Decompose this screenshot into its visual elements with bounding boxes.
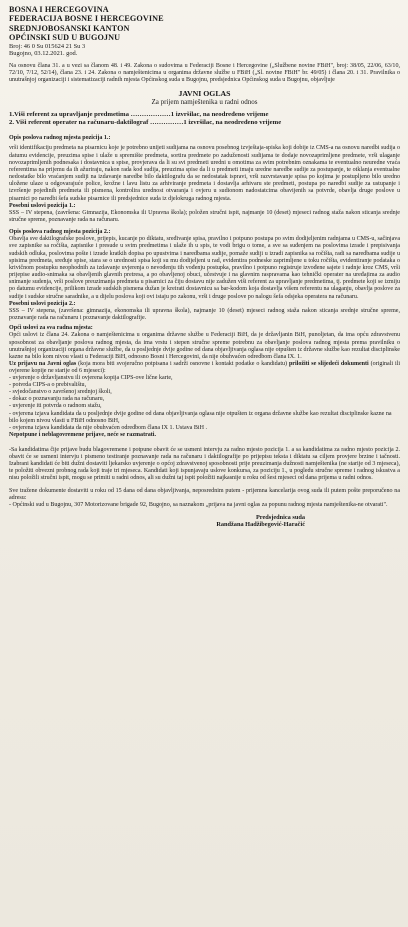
- section2-body: Obavlja sve daktilografske poslove, prijepis, kucanje po diktatu, sređivanje spisa, pravilno i potpuno postupa po svim dodijeljenim radnjama u CMS-u, sačinjava sve zapisnike sa ročišta, zapisnike i presude u svim predmetima i ulaže ih u spis, te vodi brigu o tome, a sve sa suđenjem na poslovima izrade i prepisivanja sudskih odluka, poslovima pošte i izrade kratkih dopisa po upustvima i naredbama sudije, pomaže sudiji u izradi zapisnika sa ročišta, radi sa naredbama sudije u spisima predmeta, sređuje spise, stara se o urednosti spisa koji su mu dodijeljeni u rad, evidentira podneske zaprimljene u toku ročišta, evidentiranje podataka o krivičnom postupku neophodnih za izdavanje uvjerenja o nevođenju tih vođenju postupka, pravilno i potpuno registruje izvođene sajete i radnje kroz CMS, vrši prijepise audio-snimaka sa obavljenih glavnih pretresa, a po obavljenoj obuci, učestvuje i na glavnim raspravama kao tehnički operater na uređajima za audio snimanje sudenja, vrši poslove preuzimanja predmeta u pisarnici za čiju dostavu nije zadužen viši referent za upravljanje predmetima, tj. predmete koji se izmiju po datumu evidencije, prilikom izrade sudskih pismena dužan je kreirati dostavnicu sa bar-kodom koja dostavlja višem referentu na ulaganju, obavlja poslove za sudije i sudske stručne saradnike, a u dijelu poslova koji ovi istaju po zakonu, vrši i druge poslove po nalogu šefa odsjeka operatera na računaru.: [9, 236, 400, 300]
- incomplete-notice: Nepotpune i neblagovremene prijave, neće se razmatrati.: [9, 431, 156, 438]
- documents-intro-rest: (koja mora biti svojeručno potpisana i sadrži osnovne i kontakt podatke o kandidatu): [76, 360, 289, 367]
- section1-body: vrši identifikaciju predmeta na pisarnicu koje je potrebno unijeti sudijama na osnovu posebnog izvještaja-spiska koji dobije iz CMS-a na osnovu naredbi sudija o datumu evidencije, preuzima spise i ulaže u spremište predmeta, sortira predmete po zaduženosti sudijama te dodaje novozaprimljene predmete, vrši ulaganje novozaprimljenih podnesaka i dostavnica u spise, provjerava da li su svi predmeti uredni u omotima za svim potrebnim oznakama te eventualno neuredne vraća referentima na prijemu da ih ažuriraju, nakon rada kod sudija, preuzima spise da li u predmeti imaju uredne naredbe sudije za postupanje, te otklanja eventualne nedostatke bilo vraćanjem sudiji na izdavanje naredbe bilo daktilografu da se nedostatak ispravi, vrši razvrstavanje spisa po kojima je postupljeno bilo uredno uložene ulaze u odgovarajuće police, krožne i lavu listu za arhiviranje predmeta i dostavlja arhivaru ste predmeti, postupa po naredbi sudije za ustupanje i izvršenje pojedinih predmeta ili pismena, kontrolira urednost otvaranja i ovjeru u sudionom nadostatcima obavijenih sa potvrde, obavlja druge poslove u pisarnici po naredbi šefa sudske pisarnice ili predsjednice suda iz djelokruga radnog mjesta.: [9, 145, 400, 202]
- signature-role: Predsjednica suda: [255, 514, 305, 522]
- documents-intro-tail: (originali ili ovjerene kopije ne starije od 6 mjeseci):: [9, 360, 401, 375]
- documents-intro: [9, 361, 400, 375]
- list-item: - potvrda CIPS-a o prebivalištu,: [9, 382, 87, 389]
- documents-intro-bold: Uz prijavu na Javni oglas: [9, 360, 77, 367]
- section1-conditions: SSS – IV stepena, (završena: Gimnazija, Ekonomska ili Upravna škola); položen stručni ispit, najmanje 10 (deset) mjeseci radnog staža nakon sticanja srednje stručne spreme, poznavanje rada na računaru.: [9, 209, 400, 223]
- list-item: - ovjerena izjava kandidata da u posljednje dvije godine od dana objavljivanja oglasa nije otpušten iz organa državne službe kao rezultat disciplinske kazne na bilo kojem nivou vlasti u FBiH odnosno BiH,: [9, 410, 392, 424]
- section2-heading: Opis poslova radnog mjesta pozicija 2.:: [9, 229, 111, 236]
- preamble: Na osnovu člana 31. a u vezi sa članom 48. i 49. Zakona o sudovima u Federaciji Bosne i Hercegovine („Službene novine FBiH", broj: 38/05, 22/06, 63/10, 72/10, 7/12, 52/14), člana 23. i 24. Zakona o namještenicima u organima državne službe u FBiH („Sl. novine FBiH" br. 49/05) i člana 20. i 31. Pravilnika o unutrašnjoj organizaciji i sistematizaciji radnih mjesta Općinskog suda u Bugojnu, predsjednica Općinskog suda u Bugojnu, objavljuje: [9, 62, 400, 84]
- header-court: OPĆINSKI SUD U BUGOJNU: [9, 33, 121, 43]
- list-item: - svjedočanstvo o završenoj srednjoj školi,: [9, 389, 112, 396]
- section2-conditions-heading: Posebni uslovi pozicija 2.:: [9, 300, 76, 307]
- list-item: - dokaz o poznavanju rada na računaru,: [9, 396, 105, 403]
- list-item: - uvjerenje iti potvrda o radnom stažu,: [9, 403, 102, 410]
- document-date: Bugojno, 03.12.2021. god.: [9, 50, 78, 58]
- notice-title: JAVNI OGLAS: [178, 89, 231, 99]
- notice-subtitle: Za prijem namještenika u radni odnos: [151, 98, 258, 107]
- position-1: 1.Viši referent za upravljanje predmetima ………………1 izvršilac, na neodređeno vrijeme: [9, 111, 269, 119]
- signature-name: Randžana Hadžibegović-Haračić: [216, 521, 305, 529]
- section3-body: Opći uslovi iz člana 24. Zakona o namještenicima u organima državne službe u Federaciji BiH, da je državljanin BiH, punoljetan, da ima opću zdravstvenu sposobnost za obavljanje poslova radnog mjesta, da ima vrstu i stepen stručne spreme potrebnu za obavljanje poslova radnog mjesta prema pravilniku o unutrašnjoj organizaciji organa državne službe, da u posljednje dvije godine od dana objavljivanja oglasa nije otpušten iz državne službe kao rezultat disciplinske kazne na bilo kom nivou vlasti u Federaciji BiH, odnosno Bosni i Hercegovini, da nije obuhvaćen odredbom člana IX. 1.: [9, 332, 400, 360]
- header-country: BOSNA I HERCEGOVINA: [9, 5, 109, 14]
- submission-paragraph: Sve tražene dokumente dostaviti u roku od 15 dana od dana objavljivanja, neposrednim putem - prijemna kancelarija ovog suda ili putem pošte preporučeno na adresu:: [9, 487, 400, 501]
- header-canton: SREDNJOBOSANSKI KANTON: [9, 23, 130, 33]
- position-2: 2. Viši referent operater na računaru-daktilograf ……………1 izvršilac, na neodređeno vrijeme: [9, 119, 282, 127]
- interview-paragraph: -Sa kandidatima čije prijave budu blagovremene i potpune obavit će se usmeni intervju za radno mjesto pozicija 1. a sa kandidatima za radno mjesto pozicija 2. obavit će se usmeni intervju i pismeno testiranje poznavanje rada na računaru i daktilografije po prijepisu teksta i diktatu sa ciljem provjere brzine i tačnosti. Izabrani kandidati će biti dužni dostaviti ljekarsko uvjerenje o općoj zdravstvenoj sposobnosti prije preuzimanja dužnosti namještenika (ne starije od 3 mjeseca), te položiti obvezni probnog rada koji traje tri mjeseca. Kandidati koji ispunjavaju uslove konkursa, za poziciju 1., u pogledu stručne spreme i radnog iskustva a nisu položili stručni ispit, mogu se primiti u radni odnos, ali su dužni taj ispit položiti najkasnije u roku od šest mjeseci od dana prijema u radni odnos.: [9, 446, 400, 482]
- section3-heading: Opći uslovi za sva radna mjesta:: [9, 325, 93, 332]
- section2-conditions: SSS – IV stepena, (završena: gimnazija, ekonomska ili upravna škola), najmanje 10 (deset) mjeseci radnog staža nakon sticanja srednje stručne spreme, poznavanje rada na računaru i poznavanje daktilografije.: [9, 307, 400, 322]
- list-item: - uvjerenje o državljanstvu ili ovjerena kopija CIPS-ove lične karte,: [9, 375, 173, 382]
- list-item: - ovjerena izjava kandidata da nije obuhvaćen odredbom člana IX 1. Ustava BiH .: [9, 424, 207, 431]
- reference-number: Broj: 46 0 Su 015624 21 Su 3: [9, 42, 86, 50]
- header-federation: FEDERACIJA BOSNE I HERCEGOVINE: [9, 14, 164, 24]
- section1-conditions-heading: Posebni uslovi pozicija 1.:: [9, 202, 76, 209]
- court-header: [9, 5, 400, 58]
- documents-intro-bold2: priložiti se slijedeći dokumenti: [288, 360, 369, 367]
- section1-heading: Opis poslova radnog mjesta pozicija 1.:: [9, 135, 111, 142]
- documents-list: [9, 375, 400, 431]
- submission-address: - Općinski sud u Bugojnu, 307 Motorizovane brigade 92, Bugojno, sa naznakom „prijava na javni oglas za popunu radnog mjesta namještenika-ne otvarati".: [9, 501, 388, 508]
